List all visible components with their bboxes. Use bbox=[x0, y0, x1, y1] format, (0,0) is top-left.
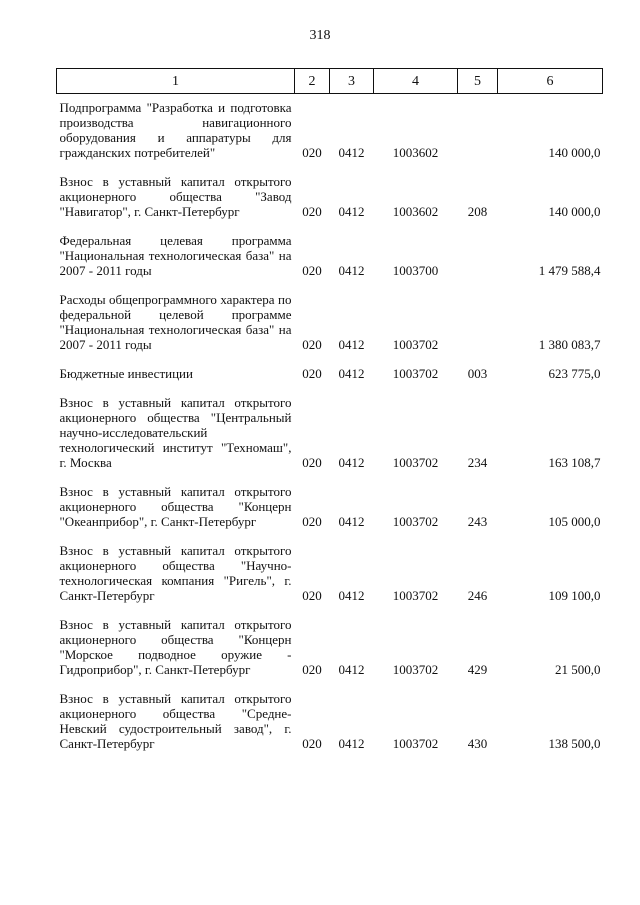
row-ministry-code: 020 bbox=[302, 455, 322, 470]
row-ministry-code: 020 bbox=[302, 662, 322, 677]
row-amount: 109 100,0 bbox=[548, 588, 601, 603]
row-target-code: 1003602 bbox=[392, 145, 439, 160]
table-row bbox=[57, 160, 603, 219]
row-section-code: 0412 bbox=[338, 588, 365, 603]
row-description: Взнос в уставный капитал открытого акционерного общества "Центральный научно-исследовательский технологический институт "Техномаш", г. Москва bbox=[59, 395, 292, 470]
row-description: Взнос в уставный капитал открытого акционерного общества "Концерн "Океанприбор", г. Санкт-Петербург bbox=[59, 484, 292, 529]
row-section-code: 0412 bbox=[338, 366, 365, 381]
row-section-code: 0412 bbox=[338, 204, 365, 219]
row-description: Подпрограмма "Разработка и подготовка производства навигационного оборудования и аппаратуры для гражданских потребителей" bbox=[59, 100, 292, 160]
row-amount: 140 000,0 bbox=[548, 145, 601, 160]
row-section-code: 0412 bbox=[338, 736, 365, 751]
row-ministry-code: 020 bbox=[302, 337, 322, 352]
row-expense-type: 208 bbox=[467, 204, 488, 219]
row-ministry-code: 020 bbox=[302, 145, 322, 160]
row-description: Федеральная целевая программа "Национальная технологическая база" на 2007 - 2011 годы bbox=[59, 233, 292, 278]
row-target-code: 1003702 bbox=[392, 337, 439, 352]
row-amount: 163 108,7 bbox=[548, 455, 601, 470]
header-col-1: 1 bbox=[57, 69, 295, 94]
row-description: Взнос в уставный капитал открытого акционерного общества "Средне-Невский судостроительный завод", г. Санкт-Петербург bbox=[59, 691, 292, 751]
row-amount: 623 775,0 bbox=[548, 366, 601, 381]
row-section-code: 0412 bbox=[338, 145, 365, 160]
row-amount: 138 500,0 bbox=[548, 736, 601, 751]
row-expense-type bbox=[458, 219, 498, 278]
row-description: Бюджетные инвестиции bbox=[59, 366, 193, 381]
table-row bbox=[57, 278, 603, 352]
table-row bbox=[57, 381, 603, 470]
row-expense-type: 234 bbox=[467, 455, 488, 470]
row-target-code: 1003702 bbox=[392, 366, 439, 381]
row-ministry-code: 020 bbox=[302, 366, 322, 381]
row-expense-type: 429 bbox=[467, 662, 488, 677]
page-number: 318 bbox=[309, 28, 331, 43]
row-ministry-code: 020 bbox=[302, 204, 322, 219]
row-expense-type bbox=[458, 278, 498, 352]
row-target-code: 1003702 bbox=[392, 588, 439, 603]
row-ministry-code: 020 bbox=[302, 736, 322, 751]
row-section-code: 0412 bbox=[338, 662, 365, 677]
row-description: Взнос в уставный капитал открытого акционерного общества "Концерн "Морское подводное оружие - Гидроприбор", г. Санкт-Петербург bbox=[59, 617, 292, 677]
row-expense-type: 246 bbox=[467, 588, 488, 603]
row-description: Взнос в уставный капитал открытого акционерного общества "Научно-технологическая компания "Ригель", г. Санкт-Петербург bbox=[59, 543, 292, 603]
header-row bbox=[57, 69, 603, 94]
row-expense-type: 243 bbox=[467, 514, 488, 529]
row-amount: 1 380 083,7 bbox=[538, 337, 601, 352]
row-target-code: 1003702 bbox=[392, 455, 439, 470]
row-target-code: 1003702 bbox=[392, 514, 439, 529]
row-expense-type: 430 bbox=[467, 736, 488, 751]
header-col-3: 3 bbox=[330, 69, 374, 94]
row-target-code: 1003700 bbox=[392, 263, 439, 278]
header-col-5: 5 bbox=[458, 69, 498, 94]
row-section-code: 0412 bbox=[338, 263, 365, 278]
row-amount: 105 000,0 bbox=[548, 514, 601, 529]
header-col-2: 2 bbox=[295, 69, 330, 94]
row-section-code: 0412 bbox=[338, 337, 365, 352]
row-section-code: 0412 bbox=[338, 514, 365, 529]
table-row bbox=[57, 603, 603, 677]
row-ministry-code: 020 bbox=[302, 514, 322, 529]
row-description: Взнос в уставный капитал открытого акционерного общества "Завод "Навигатор", г. Санкт-Петербург bbox=[59, 174, 292, 219]
row-expense-type bbox=[458, 94, 498, 161]
table-row bbox=[57, 677, 603, 751]
header-col-4: 4 bbox=[374, 69, 458, 94]
row-target-code: 1003702 bbox=[392, 662, 439, 677]
row-ministry-code: 020 bbox=[302, 588, 322, 603]
row-target-code: 1003702 bbox=[392, 736, 439, 751]
row-target-code: 1003602 bbox=[392, 204, 439, 219]
header-col-6: 6 bbox=[498, 69, 603, 94]
row-section-code: 0412 bbox=[338, 455, 365, 470]
budget-table bbox=[56, 68, 603, 751]
row-amount: 1 479 588,4 bbox=[538, 263, 601, 278]
row-description: Расходы общепрограммного характера по федеральной целевой программе "Национальная технологическая база" на 2007 - 2011 годы bbox=[59, 292, 292, 352]
table-header bbox=[57, 69, 603, 94]
table-row bbox=[57, 352, 603, 381]
table-row bbox=[57, 529, 603, 603]
row-amount: 140 000,0 bbox=[548, 204, 601, 219]
table-row bbox=[57, 94, 603, 161]
table-row bbox=[57, 219, 603, 278]
row-ministry-code: 020 bbox=[302, 263, 322, 278]
table-row bbox=[57, 470, 603, 529]
row-expense-type: 003 bbox=[467, 366, 488, 381]
row-amount: 21 500,0 bbox=[555, 662, 601, 677]
table-body bbox=[57, 94, 603, 752]
